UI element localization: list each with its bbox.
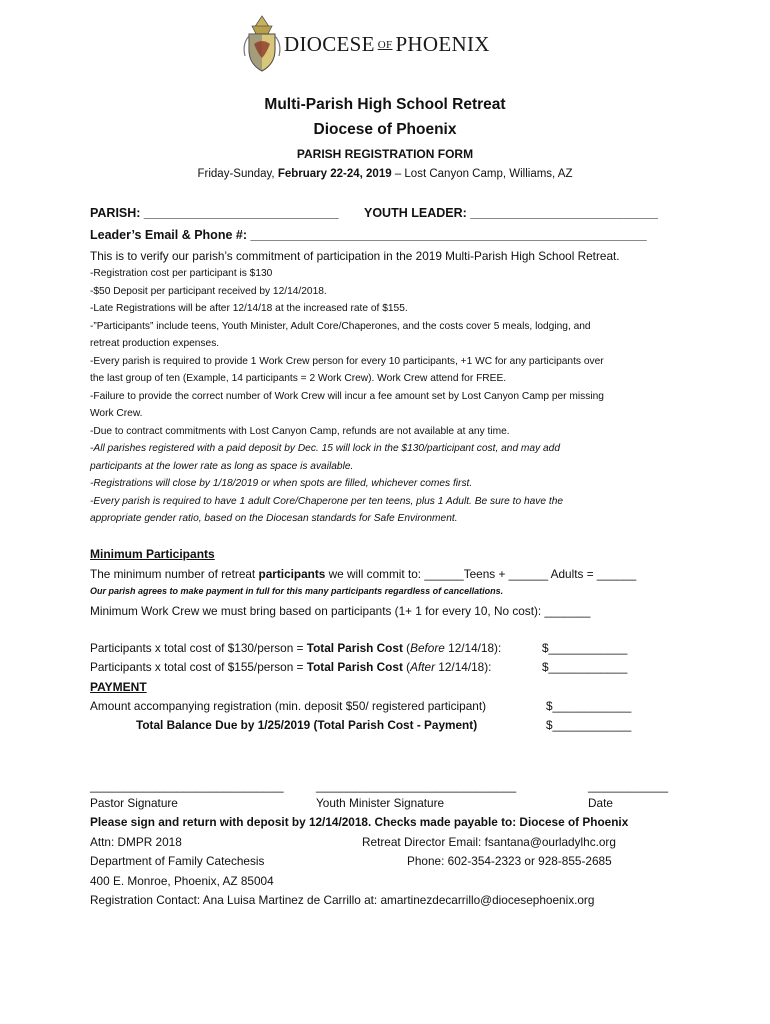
italic-rule-line: -Every parish is required to have 1 adult Core/Chaperone per ten teens, plus 1 Adult. Be sure to have the (90, 496, 564, 507)
return-instruction: Please sign and return with deposit by 12/14/2018. Checks made payable to: Diocese of Phoenix (90, 815, 629, 829)
rule-line: -Due to contract commitments with Lost Canyon Camp, refunds are not available at any time. (90, 426, 510, 437)
cost-row-italic: Before (410, 641, 445, 655)
italic-rule-line: -Registrations will close by 1/18/2019 or when spots are filled, whichever comes first. (90, 478, 473, 489)
commit-pre: The minimum number of retreat (90, 567, 259, 581)
rule-line: -”Participants” include teens, Youth Minister, Adult Core/Chaperones, and the costs cover 5 meals, lodging, and (90, 321, 591, 332)
payment-heading: PAYMENT (90, 680, 147, 694)
youth-leader-field[interactable]: YOUTH LEADER: ___________________________ (364, 206, 658, 220)
commit-post: we will commit to: ______Teens + ______ Adults = ______ (325, 567, 637, 581)
minimum-work-crew-line[interactable]: Minimum Work Crew we must bring based on participants (1+ 1 for every 10, No cost): _______ (90, 604, 591, 618)
leader-email-phone-field[interactable]: Leader’s Email & Phone #: _________________________________________________________ (90, 228, 647, 242)
cost-before-blank[interactable]: $____________ (542, 641, 628, 655)
italic-rule-line: appropriate gender ratio, based on the Diocesan standards for Safe Environment. (90, 513, 458, 524)
payment-amount-blank[interactable]: $____________ (546, 699, 632, 713)
logo-wordmark (284, 32, 490, 57)
registration-contact: Registration Contact: Ana Luisa Martinez de Carrillo at: amartinezdecarrillo@diocesephoenix.org (90, 893, 595, 907)
rule-line: -Registration cost per participant is $130 (90, 268, 273, 279)
department-line: Department of Family Catechesis (90, 854, 265, 868)
rule-line: Work Crew. (90, 408, 143, 419)
italic-rule-line: -All parishes registered with a paid deposit by Dec. 15 will lock in the $130/participant cost, and may add (90, 443, 561, 454)
commit-bold: participants (258, 567, 326, 581)
cost-row-text: Participants x total cost of $130/person = (90, 641, 307, 655)
title-form: PARISH REGISTRATION FORM (296, 147, 474, 161)
director-email: Retreat Director Email: fsantana@ourladylhc.org (362, 835, 616, 849)
dateline-pre: Friday-Sunday, (197, 168, 278, 180)
balance-due-blank[interactable]: $____________ (546, 718, 632, 732)
dateline-dates: February 22-24, 2019 (277, 168, 392, 180)
title-retreat: Multi-Parish High School Retreat (264, 96, 506, 113)
date-signature-line[interactable]: ____________ (588, 779, 669, 793)
date-label: Date (588, 796, 613, 810)
cost-row-after (90, 660, 491, 675)
diocese-logo (240, 14, 530, 74)
dateline-post: – Lost Canyon Camp, Williams, AZ (391, 168, 573, 180)
logo-word-diocese: DIOCESE (284, 32, 375, 56)
cost-after-blank[interactable]: $____________ (542, 660, 628, 674)
minimum-participants-heading: Minimum Participants (90, 547, 215, 561)
payment-amount-label: Amount accompanying registration (min. deposit $50/ registered participant) (90, 699, 487, 713)
cost-row-bold: Total Parish Cost (306, 641, 403, 655)
rule-line: -Every parish is required to provide 1 Work Crew person for every 10 participants, +1 WC for any participants over (90, 356, 604, 367)
phone-line: Phone: 602-354-2323 or 928-855-2685 (407, 854, 612, 868)
parish-field[interactable]: PARISH: ____________________________ (90, 206, 339, 220)
pastor-signature-line[interactable]: _____________________________ (90, 779, 284, 793)
payment-agreement-note: Our parish agrees to make payment in full for this many participants regardless of cancellations. (90, 586, 504, 596)
cost-row-date: 12/14/18): (435, 660, 492, 674)
logo-word-phoenix: PHOENIX (395, 32, 490, 56)
pastor-signature-label: Pastor Signature (90, 796, 178, 810)
attn-line: Attn: DMPR 2018 (90, 835, 182, 849)
balance-due-label: Total Balance Due by 1/25/2019 (Total Parish Cost - Payment) (136, 718, 478, 732)
title-diocese: Diocese of Phoenix (313, 121, 457, 138)
intro-text: This is to verify our parish’s commitment of participation in the 2019 Multi-Parish High School Retreat. (90, 249, 620, 263)
diocese-crest-icon (240, 14, 284, 74)
cost-row-paren: ( (402, 660, 411, 674)
cost-row-before (90, 641, 501, 656)
cost-row-bold: Total Parish Cost (306, 660, 403, 674)
cost-row-text: Participants x total cost of $155/person = (90, 660, 307, 674)
logo-word-of: OF (377, 39, 393, 51)
youth-minister-signature-label: Youth Minister Signature (316, 796, 445, 810)
minimum-commit-line[interactable] (90, 567, 636, 582)
cost-row-italic: After (410, 660, 436, 674)
cost-row-paren: ( (402, 641, 411, 655)
italic-rule-line: participants at the lower rate as long as space is available. (90, 461, 354, 472)
rule-line: -$50 Deposit per participant received by 12/14/2018. (90, 286, 327, 297)
cost-row-date: 12/14/18): (444, 641, 502, 655)
rule-line: -Failure to provide the correct number of Work Crew will incur a fee amount set by Lost Canyon Camp per missing (90, 391, 604, 402)
rule-line: retreat production expenses. (90, 338, 220, 349)
address-line: 400 E. Monroe, Phoenix, AZ 85004 (90, 874, 274, 888)
event-dateline (0, 167, 770, 182)
rule-line: the last group of ten (Example, 14 participants = 2 Work Crew). Work Crew attend for FREE. (90, 373, 507, 384)
youth-minister-signature-line[interactable]: ______________________________ (316, 779, 517, 793)
rule-line: -Late Registrations will be after 12/14/18 at the increased rate of $155. (90, 303, 408, 314)
